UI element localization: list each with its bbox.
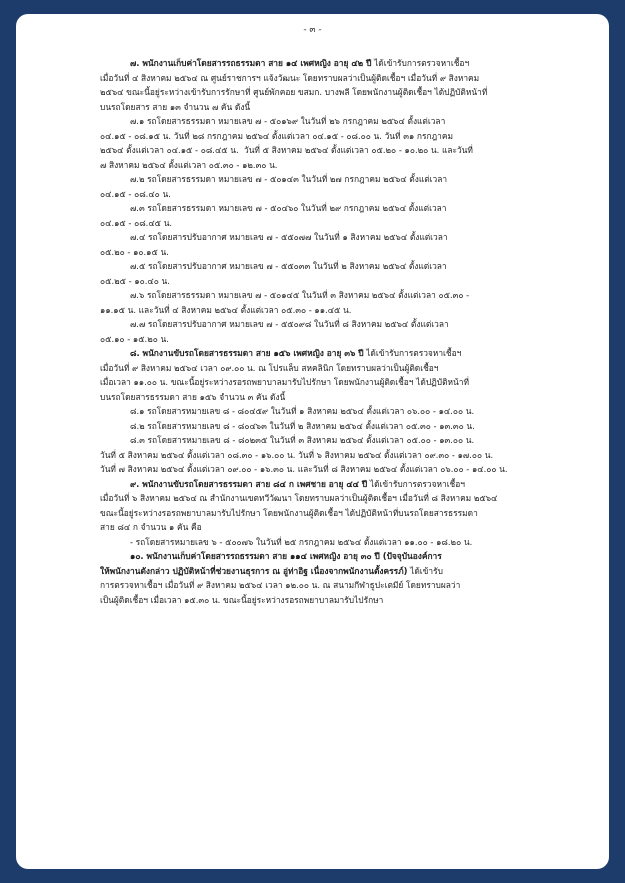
sub-7-4-cont: ๐๕.๒๐ - ๑๐.๑๕ น. <box>100 246 169 257</box>
sub-7-4: ๗.๔ รถโดยสารปรับอากาศ หมายเลข ๗ - ๕๕๐๗๗ ในวันที่ ๑ สิงหาคม ๒๕๖๔ ตั้งแต่เวลา <box>130 232 448 242</box>
item-9-line-1: เมื่อวันที่ ๖ สิงหาคม ๒๕๖๔ ณ สำนักงานเขตทวีวัฒนา โดยทราบผลว่าเป็นผู้ติดเชื้อฯ เมื่อวันที่ ๘ สิงหาคม ๒๕๖๔ <box>100 493 498 503</box>
item-10-heading: ๑๐. พนักงานเก็บค่าโดยสารรถธรรมดา สาย ๑๑๔ เพศหญิง อายุ ๓๐ ปี (ปัจจุบันองค์การ <box>130 551 442 561</box>
sub-7-1: ๗.๑ รถโดยสารธรรมดา หมายเลข ๗ - ๕๐๑๖๙ ในวันที่ ๒๖ กรกฎาคม ๒๕๖๔ ตั้งแต่เวลา <box>130 116 446 126</box>
page-number: - ๓ - <box>303 25 322 35</box>
document-body <box>100 56 530 607</box>
sub-7-3: ๗.๓ รถโดยสารธรรมดา หมายเลข ๗ - ๕๐๔๖๐ ในวันที่ ๒๙ กรกฎาคม ๒๕๖๔ ตั้งแต่เวลา <box>130 203 447 213</box>
sub-7-6-cont: ๑๑.๑๕ น. และวันที่ ๔ สิงหาคม ๒๕๖๔ ตั้งแต่เวลา ๐๕.๓๐ - ๑๑.๔๕ น. <box>100 304 352 315</box>
sub-9-1: - รถโดยสารหมายเลข ๖ - ๕๐๐๗๖ ในวันที่ ๒๕ กรกฎาคม ๒๕๖๔ ตั้งแต่เวลา ๑๑.๐๐ - ๑๘.๒๐ น. <box>130 536 473 547</box>
document-page <box>16 14 609 869</box>
sub-7-2: ๗.๒ รถโดยสารธรรมดา หมายเลข ๗ - ๕๐๑๔๓ ในวันที่ ๒๗ กรกฎาคม ๒๕๖๔ ตั้งแต่เวลา <box>130 174 448 184</box>
item-8-line-3: บนรถโดยสารธรรมดา สาย ๑๕๖ จำนวน ๓ คัน ดังนี้ <box>100 391 286 402</box>
item-8-line-1: เมื่อวันที่ ๙ สิงหาคม ๒๕๖๔ เวลา ๐๙.๐๐ น. ณ โปรแล็บ สหคลินิก โดยทราบผลว่าเป็นผู้ติดเชื้อฯ <box>100 362 439 373</box>
sub-7-1-cont: ๐๔.๑๕ - ๐๘.๑๕ น. วันที่ ๒๘ กรกฎาคม ๒๕๖๔ ตั้งแต่เวลา ๐๔.๑๕ - ๐๘.๐๐ น. วันที่ ๓๑ กรกฎาคม <box>100 130 454 141</box>
item-9-line-3: สาย ๘๔ ก จำนวน ๑ คัน คือ <box>100 522 202 532</box>
sub-8-3: ๘.๓ รถโดยสารหมายเลข ๘ - ๘๐๒๓๕ ในวันที่ ๓ สิงหาคม ๒๕๖๔ ตั้งแต่เวลา ๐๕.๐๐ - ๑๓.๐๐ น. <box>130 435 475 445</box>
item-8-line-2: เมื่อเวลา ๑๑.๐๐ น. ขณะนี้อยู่ระหว่างรอรถพยาบาลมารับไปรักษา โดยพนักงานผู้ติดเชื้อฯ ได้ปฏิบัติหน้าที่ <box>100 377 469 387</box>
sub-8-2: ๘.๒ รถโดยสารหมายเลข ๘ - ๘๐๔๖๓ ในวันที่ ๒ สิงหาคม ๒๕๖๔ ตั้งแต่เวลา ๐๕.๓๐ - ๑๓.๓๐ น. <box>130 420 475 431</box>
item-7-line-2: ๒๕๖๔ ขณะนี้อยู่ระหว่างเข้ารับการรักษาที่ ศูนย์พักคอย ขสมก. บางพลี โดยพนักงานผู้ติดเชื้อฯ ได้ปฏิบัติหน้าที่ <box>100 87 488 97</box>
sub-7-3-cont: ๐๔.๑๕ - ๐๘.๔๕ น. <box>100 217 173 228</box>
sub-7-5: ๗.๕ รถโดยสารปรับอากาศ หมายเลข ๗ - ๕๕๐๓๓ ในวันที่ ๒ สิงหาคม ๒๕๖๔ ตั้งแต่เวลา <box>130 261 447 271</box>
item-8-heading: ๘. พนักงานขับรถโดยสารธรรมดา สาย ๑๕๖ เพศหญิง อายุ ๓๖ ปี ได้เข้ารับการตรวจหาเชื้อฯ <box>130 348 462 358</box>
item-7-line-1: เมื่อวันที่ ๔ สิงหาคม ๒๕๖๔ ณ ศูนย์ราชการฯ แจ้งวัฒนะ โดยทราบผลว่าเป็นผู้ติดเชื้อฯ เมื่อวันที่ ๙ สิงหาคม <box>100 72 480 83</box>
item-8-tail-1: วันที่ ๕ สิงหาคม ๒๕๖๔ ตั้งแต่เวลา ๐๘.๓๐ - ๑๖.๐๐ น. วันที่ ๖ สิงหาคม ๒๕๖๔ ตั้งแต่เวลา ๐๙.๓๐ - ๑๗.๐๐ น. <box>100 449 494 460</box>
sub-7-6: ๗.๖ รถโดยสารธรรมดา หมายเลข ๗ - ๕๐๑๔๕ ในวันที่ ๓ สิงหาคม ๒๕๖๔ ตั้งแต่เวลา ๐๕.๓๐ - <box>130 290 470 300</box>
item-10-line-2: เป็นผู้ติดเชื้อฯ เมื่อเวลา ๑๕.๓๐ น. ขณะนี้อยู่ระหว่างรอรถพยาบาลมารับไปรักษา <box>100 594 384 605</box>
sub-7-7-cont: ๐๕.๑๐ - ๑๕.๒๐ น. <box>100 333 169 344</box>
item-9-line-2: ขณะนี้อยู่ระหว่างรอรถพยาบาลมารับไปรักษา โดยพนักงานผู้ติดเชื้อฯ ได้ปฏิบัติหน้าที่บนรถโดยสารธรรมดา <box>100 507 478 518</box>
sub-7-1-cont: ๒๕๖๔ ตั้งแต่เวลา ๐๔.๑๕ - ๐๘.๔๕ น. วันที่ ๕ สิงหาคม ๒๕๖๔ ตั้งแต่เวลา ๐๕.๒๐ - ๑๐.๒๐ น. และวันที่ <box>100 145 473 155</box>
item-10-heading-2: ให้พนักงานดังกล่าว ปฏิบัติหน้าที่ช่วยงานธุรการ ณ อู่ท่าอิฐ เนื่องจากพนักงานตั้งครรภ์) ได้เข้ารับ <box>100 565 443 576</box>
sub-7-1-cont: ๗ สิงหาคม ๒๕๖๔ ตั้งแต่เวลา ๐๕.๓๐ - ๑๒.๓๐ น. <box>100 159 278 170</box>
item-9-heading: ๙. พนักงานขับรถโดยสารธรรมดา สาย ๘๔ ก เพศชาย อายุ ๔๔ ปี ได้เข้ารับการตรวจหาเชื้อฯ <box>130 478 465 489</box>
sub-7-7: ๗.๗ รถโดยสารปรับอากาศ หมายเลข ๗ - ๕๕๐๙๘ ในวันที่ ๘ สิงหาคม ๒๕๖๔ ตั้งแต่เวลา <box>130 319 449 329</box>
item-7-line-3: บนรถโดยสาร สาย ๑๓ จำนวน ๗ คัน ดังนี้ <box>100 101 251 112</box>
item-7-heading: ๗. พนักงานเก็บค่าโดยสารรถธรรมดา สาย ๑๔ เพศหญิง อายุ ๔๒ ปี ได้เข้ารับการตรวจหาเชื้อฯ <box>130 58 470 68</box>
item-8-tail-2: วันที่ ๗ สิงหาคม ๒๕๖๔ ตั้งแต่เวลา ๐๙.๐๐ - ๑๖.๓๐ น. และวันที่ ๘ สิงหาคม ๒๕๖๔ ตั้งแต่เวลา ๐๖.๐๐ - ๑๔.๐๐ น. <box>100 464 508 474</box>
sub-7-2-cont: ๐๔.๑๕ - ๐๘.๔๐ น. <box>100 188 171 199</box>
sub-7-5-cont: ๐๕.๒๕ - ๑๐.๔๐ น. <box>100 275 170 286</box>
item-10-line-1: การตรวจหาเชื้อฯ เมื่อวันที่ ๙ สิงหาคม ๒๕๖๔ เวลา ๑๒.๐๐ น. ณ สนามกีฬาธูปะเตมีย์ โดยทราบผลว่า <box>100 580 461 590</box>
sub-8-1: ๘.๑ รถโดยสารหมายเลข ๘ - ๘๐๔๕๙ ในวันที่ ๑ สิงหาคม ๒๕๖๔ ตั้งแต่เวลา ๐๖.๐๐ - ๑๔.๐๐ น. <box>130 406 475 416</box>
